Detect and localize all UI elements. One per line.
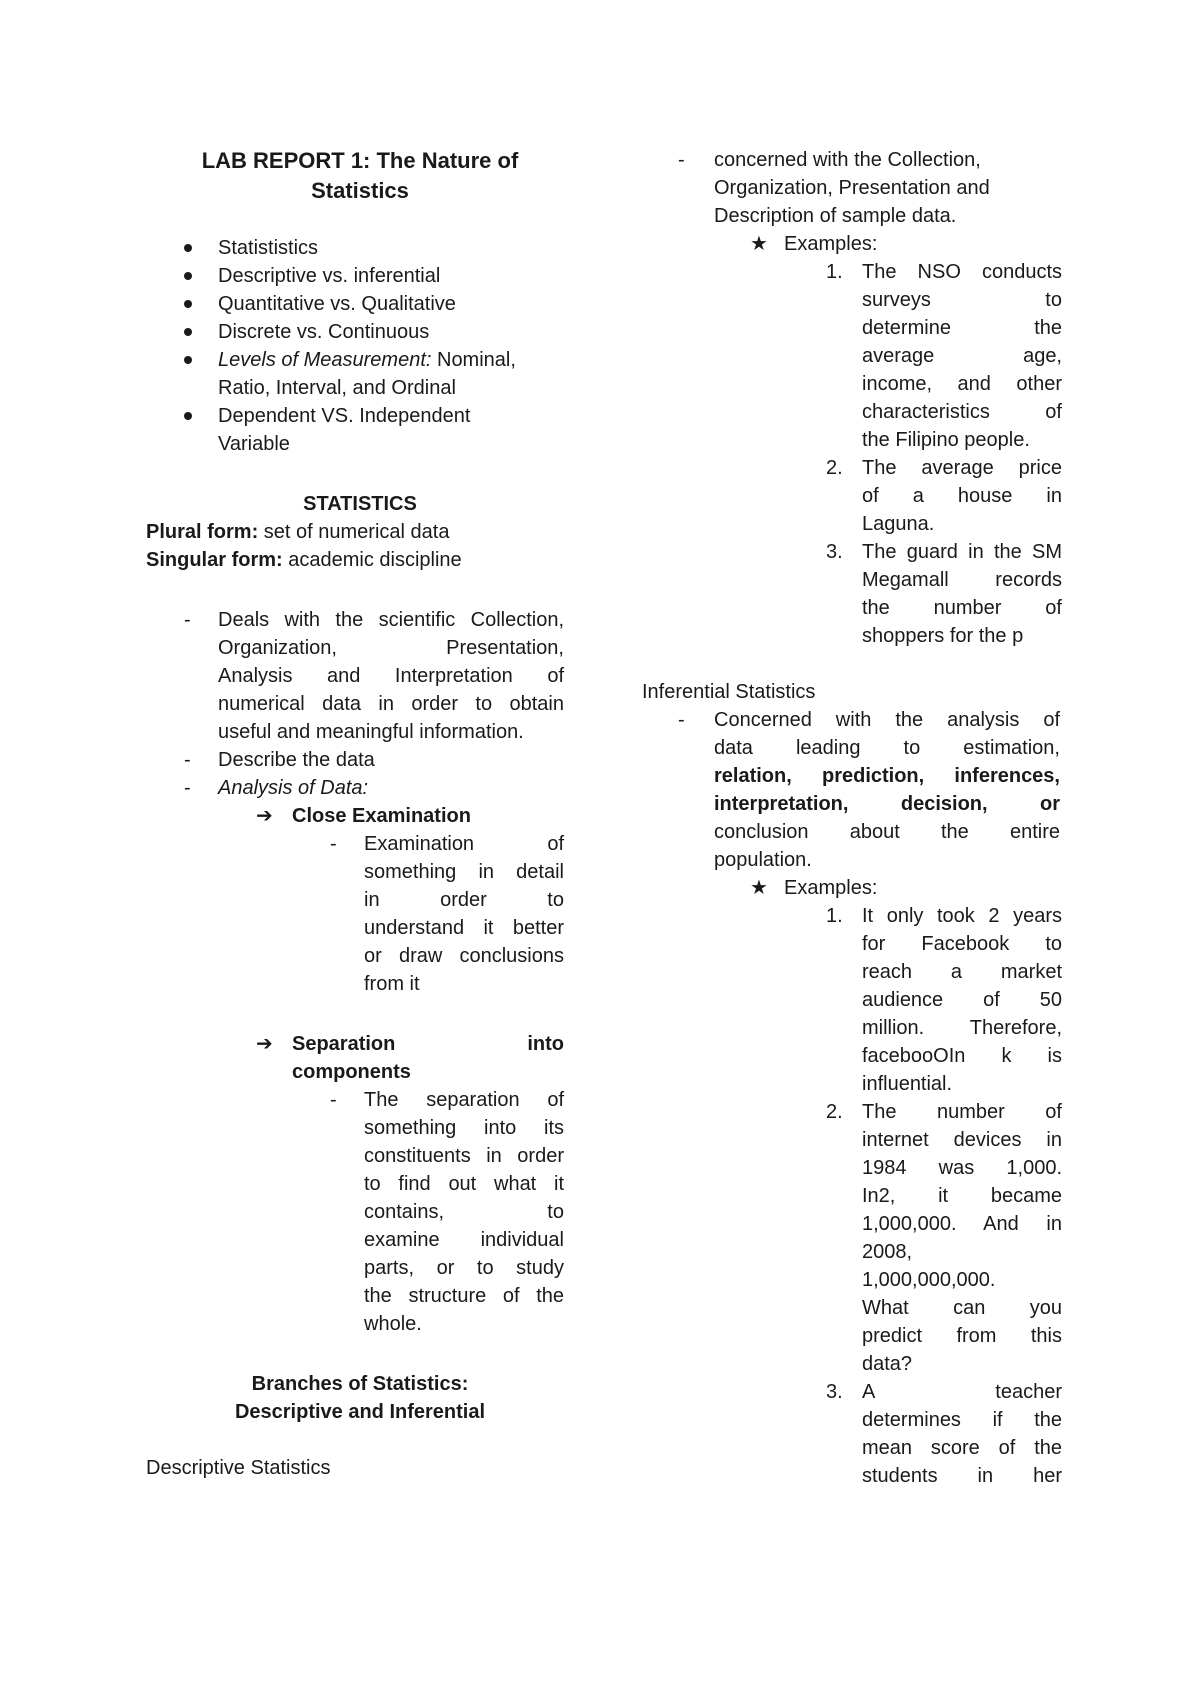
example-line: data? <box>862 1353 913 1375</box>
star-icon: ★ <box>750 877 768 899</box>
inferential-def-line: population. <box>714 849 812 871</box>
close-examination-label: Close Examination <box>292 805 471 827</box>
dash-marker: - <box>184 777 191 799</box>
example-line: of a house in <box>862 485 1062 507</box>
plural-form-label: Plural form: <box>146 521 259 543</box>
dash-marker: - <box>678 709 685 731</box>
inferential-def-line: interpretation, decision, or <box>714 793 1060 815</box>
example-line: reach a market <box>862 961 1062 983</box>
example-line: Megamall records <box>862 569 1062 591</box>
star-icon: ★ <box>750 233 768 255</box>
separation-line: the structure of the <box>364 1285 564 1307</box>
example-line: characteristics of <box>862 401 1062 423</box>
topic-item-continued: Ratio, Interval, and Ordinal <box>218 377 456 399</box>
deals-line: numerical data in order to obtain <box>218 693 564 715</box>
dash-marker: - <box>184 749 191 771</box>
inferential-def-line: data leading to estimation, <box>714 737 1060 759</box>
example-line: audience of 50 <box>862 989 1062 1011</box>
separation-line: contains, to <box>364 1201 564 1223</box>
example-line: The guard in the SM <box>862 541 1062 563</box>
singular-form-line <box>146 548 462 572</box>
example-line: The average price <box>862 457 1062 479</box>
example-line: facebooOIn k is <box>862 1045 1062 1067</box>
close-exam-line: Examination of <box>364 833 564 855</box>
example-line: 2008, <box>862 1241 913 1263</box>
deals-line: Analysis and Interpretation of <box>218 665 564 687</box>
descriptive-def-line: concerned with the Collection, <box>714 149 981 171</box>
example-line: 1984 was 1,000. <box>862 1157 1062 1179</box>
example-line: It only took 2 years <box>862 905 1062 927</box>
close-exam-line: or draw conclusions <box>364 945 564 967</box>
bullet-icon <box>184 300 192 308</box>
examples-label: Examples: <box>784 233 878 255</box>
example-line: Laguna. <box>862 513 935 535</box>
example-line: The number of <box>862 1101 1062 1123</box>
example-line: predict from this <box>862 1325 1062 1347</box>
close-exam-line: understand it better <box>364 917 564 939</box>
example-number: 1. <box>826 261 843 283</box>
topic-item-levels <box>218 348 516 372</box>
example-number: 1. <box>826 905 843 927</box>
topic-item-continued: Variable <box>218 433 290 455</box>
arrow-icon: ➔ <box>256 805 273 827</box>
bullet-icon <box>184 412 192 420</box>
bullet-icon <box>184 356 192 364</box>
example-line: students in her <box>862 1465 1062 1487</box>
example-line: shoppers for the p <box>862 625 1024 647</box>
topic-levels-label: Levels of Measurement: <box>218 349 432 371</box>
separation-line: The separation of <box>364 1089 564 1111</box>
example-number: 2. <box>826 457 843 479</box>
close-exam-line: something in detail <box>364 861 564 883</box>
plural-form-line <box>146 520 449 544</box>
inferential-def-line: relation, prediction, inferences, <box>714 765 1060 787</box>
separation-label-line2: components <box>292 1061 411 1083</box>
bullet-icon <box>184 244 192 252</box>
example-number: 3. <box>826 541 843 563</box>
describe-data: Describe the data <box>218 749 375 771</box>
bullet-icon <box>184 272 192 280</box>
plural-form-text: set of numerical data <box>258 521 450 543</box>
example-line: average age, <box>862 345 1062 367</box>
example-line: In2, it became <box>862 1185 1062 1207</box>
close-exam-line: from it <box>364 973 420 995</box>
topic-item: Statististics <box>218 237 319 259</box>
example-line: 1,000,000. And in <box>862 1213 1062 1235</box>
dash-marker: - <box>330 833 337 855</box>
example-line: the Filipino people. <box>862 429 1030 451</box>
dash-marker: - <box>330 1089 337 1111</box>
example-line: influential. <box>862 1073 953 1095</box>
example-line: What can you <box>862 1297 1062 1319</box>
descriptive-def-line: Description of sample data. <box>714 205 957 227</box>
example-line: determine the <box>862 317 1062 339</box>
topic-item: Quantitative vs. Qualitative <box>218 293 456 315</box>
topic-item: Descriptive vs. inferential <box>218 265 441 287</box>
example-line: the number of <box>862 597 1062 619</box>
analysis-of-data: Analysis of Data: <box>218 777 369 799</box>
inferential-statistics-heading: Inferential Statistics <box>642 681 816 703</box>
deals-line: useful and meaningful information. <box>218 721 524 743</box>
dash-marker: - <box>678 149 685 171</box>
singular-form-text: academic discipline <box>282 549 462 571</box>
statistics-heading: STATISTICS <box>303 493 417 515</box>
separation-label-line1: Separation into <box>292 1033 564 1055</box>
example-line: income, and other <box>862 373 1062 395</box>
branches-heading-line2: Descriptive and Inferential <box>234 1401 486 1423</box>
example-line: mean score of the <box>862 1437 1062 1459</box>
dash-marker: - <box>184 609 191 631</box>
separation-line: examine individual <box>364 1229 564 1251</box>
example-line: 1,000,000,000. <box>862 1269 996 1291</box>
topic-levels-text: Nominal, <box>431 349 516 371</box>
example-line: A teacher <box>862 1381 1062 1403</box>
examples-label: Examples: <box>784 877 878 899</box>
example-number: 3. <box>826 1381 843 1403</box>
separation-line: to find out what it <box>364 1173 564 1195</box>
separation-line: something into its <box>364 1117 564 1139</box>
report-title-line1: LAB REPORT 1: The Nature of <box>201 148 519 173</box>
branches-heading-line1: Branches of Statistics: <box>251 1373 469 1395</box>
separation-line: parts, or to study <box>364 1257 564 1279</box>
bullet-icon <box>184 328 192 336</box>
example-line: for Facebook to <box>862 933 1062 955</box>
example-line: determines if the <box>862 1409 1062 1431</box>
close-exam-line: in order to <box>364 889 564 911</box>
separation-line: whole. <box>364 1313 422 1335</box>
inferential-def-line: Concerned with the analysis of <box>714 709 1060 731</box>
inferential-def-line: conclusion about the entire <box>714 821 1060 843</box>
arrow-icon: ➔ <box>256 1033 273 1055</box>
example-line: The NSO conducts <box>862 261 1062 283</box>
singular-form-label: Singular form: <box>146 549 283 571</box>
separation-line: constituents in order <box>364 1145 564 1167</box>
example-line: internet devices in <box>862 1129 1062 1151</box>
deals-line: Organization, Presentation, <box>218 637 564 659</box>
topic-item: Dependent VS. Independent <box>218 405 471 427</box>
topic-item: Discrete vs. Continuous <box>218 321 430 343</box>
example-number: 2. <box>826 1101 843 1123</box>
descriptive-statistics-heading: Descriptive Statistics <box>146 1457 331 1479</box>
example-line: surveys to <box>862 289 1062 311</box>
report-title-line2: Statistics <box>311 178 409 203</box>
example-line: million. Therefore, <box>862 1017 1062 1039</box>
descriptive-def-line: Organization, Presentation and <box>714 177 990 199</box>
deals-line: Deals with the scientific Collection, <box>218 609 564 631</box>
